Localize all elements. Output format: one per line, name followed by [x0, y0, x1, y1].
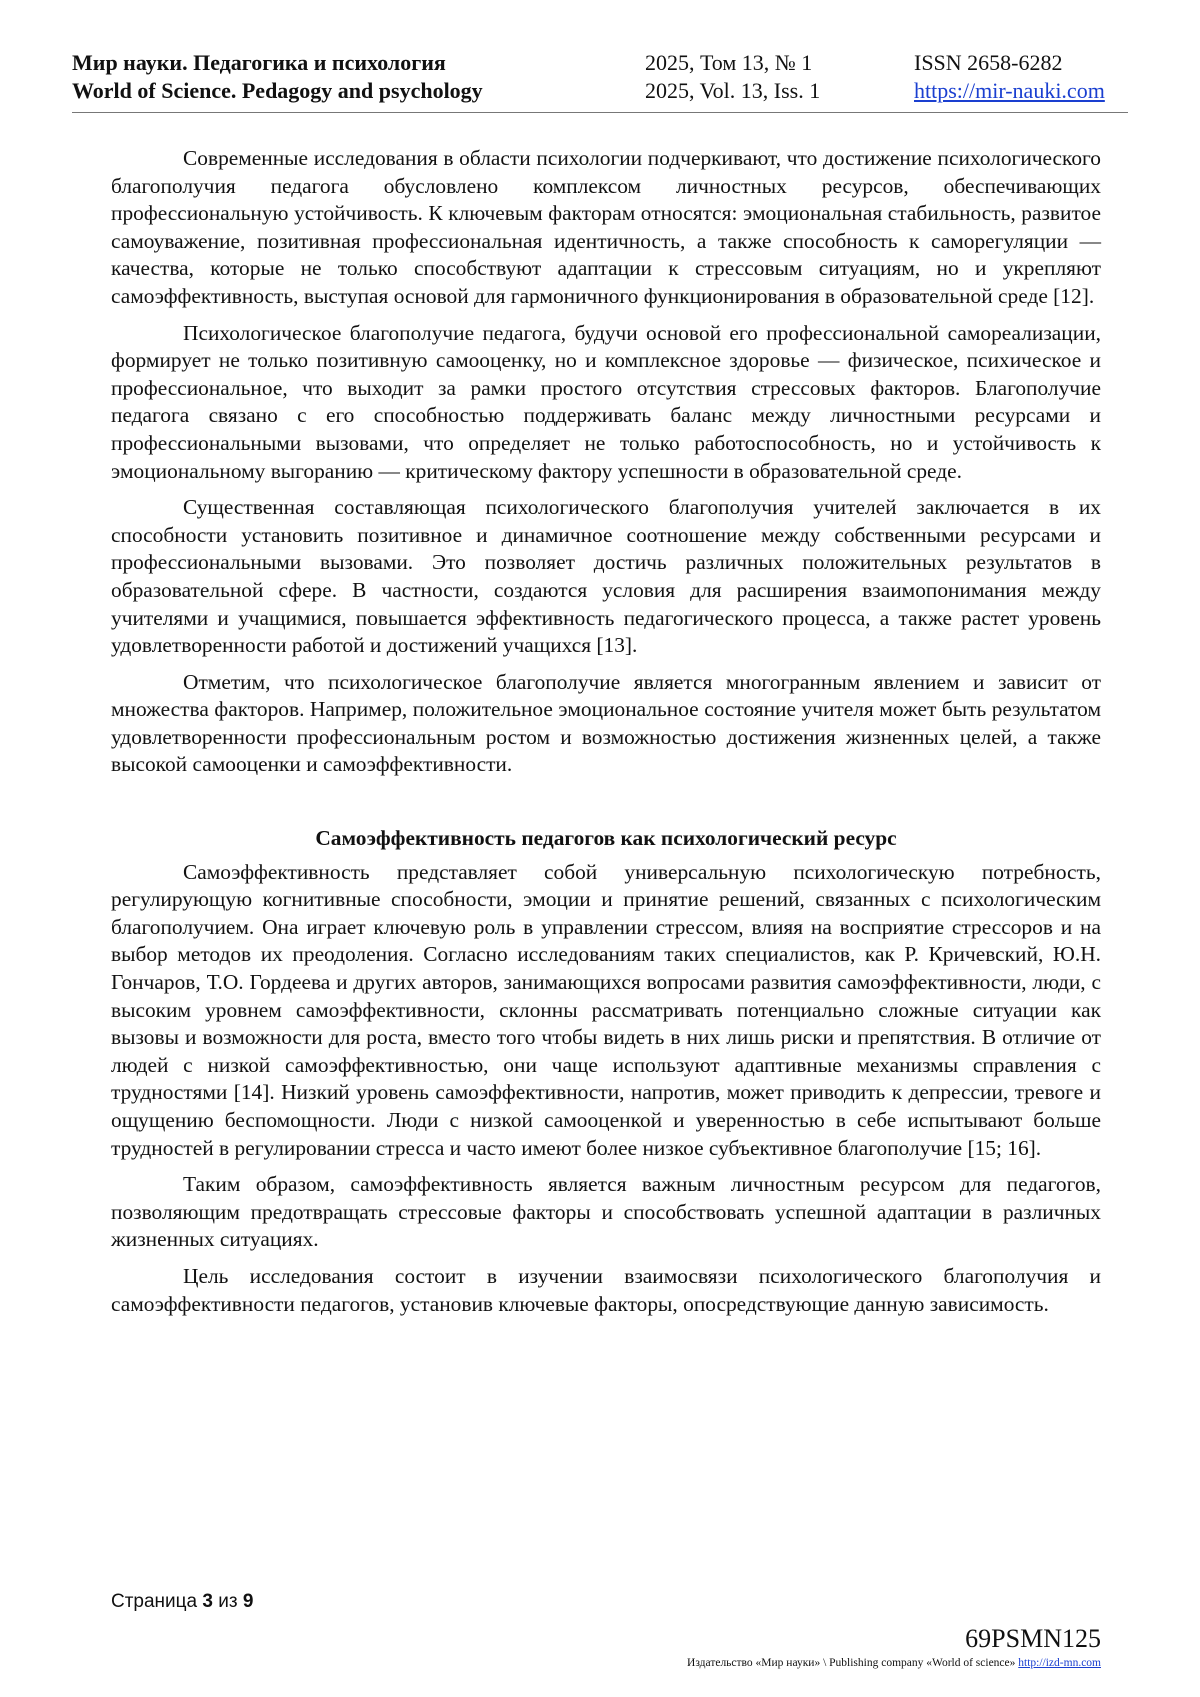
paragraph: Таким образом, самоэффективность является важным личностным ресурсом для педагогов, позволяющим предотвращать стрессовые факторы и способствовать успешной адаптации в различных жизненных ситуациях.: [111, 1172, 1101, 1252]
header-divider: [72, 112, 1128, 113]
publisher-link[interactable]: http://izd-mn.com: [1018, 1657, 1101, 1669]
header-row-ru: [72, 50, 1128, 78]
header-row-en: [72, 78, 1128, 106]
article-code: 69PSMN125: [965, 1624, 1101, 1653]
issn: ISSN 2658-6282: [914, 50, 1063, 75]
page-label: Страница: [111, 1591, 198, 1612]
paragraph: Существенная составляющая психологического благополучия учителей заключается в их способности установить позитивное и динамичное соотношение между собственными ресурсами и профессиональными вызовами. Это позволяет достичь различных положительных результатов в образовательной сфере. В частности, создаются условия для расширения взаимопонимания между учителями и учащимися, повышается эффективность педагогического процесса, а также растет уровень удовлетворенности работой и достижений учащихся [13].: [111, 495, 1101, 658]
journal-title-en: World of Science. Pedagogy and psychology: [72, 78, 483, 103]
journal-header: [72, 50, 1128, 112]
paragraph: Цель исследования состоит в изучении взаимосвязи психологического благополучия и самоэффективности педагогов, установив ключевые факторы, опосредствующие данную зависимость.: [111, 1263, 1101, 1316]
page-of: из: [218, 1591, 238, 1612]
paragraph: Отметим, что психологическое благополучие является многогранным явлением и зависит от множества факторов. Например, положительное эмоциональное состояние учителя может быть результатом удовлетворенности профессиональным ростом и возможностью достижения жизненных целей, а также высокой самооценки и самоэффективности.: [111, 669, 1101, 777]
paragraph: Современные исследования в области психологии подчеркивают, что достижение психологического благополучия педагога обусловлено комплексом личностных ресурсов, обеспечивающих профессиональную устойчивость. К ключевым факторам относятся: эмоциональная стабильность, развитое самоуважение, позитивная профессиональная идентичность, а также способность к саморегуляции — качества, которые не только способствуют адаптации к стрессовым ситуациям, но и укрепляют самоэффективность, выступая основой для гармоничного функционирования в образовательной среде [12].: [111, 146, 1101, 308]
journal-title-ru: Мир науки. Педагогика и психология: [72, 50, 446, 75]
issue-info-ru: 2025, Том 13, № 1: [645, 50, 813, 75]
page-current: 3: [202, 1591, 213, 1612]
page-number: [111, 1591, 253, 1613]
section-heading: Самоэффективность педагогов как психологический ресурс: [315, 826, 897, 851]
paragraph: Психологическое благополучие педагога, будучи основой его профессиональной самореализации, формирует не только позитивную самооценку, но и комплексное здоровье — физическое, психическое и профессиональное, что выходит за рамки простого отсутствия стрессовых факторов. Благополучие педагога связано с его способностью поддерживать баланс между личностными ресурсами и профессиональными вызовами, что определяет не только работоспособность, но и устойчивость к эмоциональному выгоранию — критическому фактору успешности в образовательной среде.: [111, 320, 1101, 483]
article-body: [111, 145, 1101, 1327]
publisher-line: [687, 1657, 1101, 1669]
publisher-text: Издательство «Мир науки» \ Publishing company «World of science»: [687, 1657, 1016, 1669]
paragraph: Самоэффективность представляет собой универсальную психологическую потребность, регулирующую когнитивные способности, эмоции и принятие решений, связанных с психологическим благополучием. Она играет ключевую роль в управлении стрессом, влияя на восприятие стрессоров и на выбор методов их преодоления. Согласно исследованиям таких специалистов, как Р. Кричевский, Ю.Н. Гончаров, Т.О. Гордеева и других авторов, занимающихся вопросами развития самоэффективности, люди, с высоким уровнем самоэффективности, склонны рассматривать потенциально сложные ситуации как вызовы и возможности для роста, вместо того чтобы видеть в них лишь риски и препятствия. В отличие от людей с низкой самоэффективностью, они чаще используют адаптивные механизмы справления с трудностями [14]. Низкий уровень самоэффективности, напротив, может приводить к депрессии, тревоге и ощущению беспомощности. Люди с низкой самооценкой и уверенностью в себе испытывают больше трудностей в регулировании стресса и часто имеют более низкое субъективное благополучие [15; 16].: [111, 859, 1101, 1160]
page-total: 9: [242, 1591, 254, 1612]
issue-info-en: 2025, Vol. 13, Iss. 1: [645, 78, 821, 103]
website-link[interactable]: https://mir-nauki.com: [914, 78, 1105, 103]
